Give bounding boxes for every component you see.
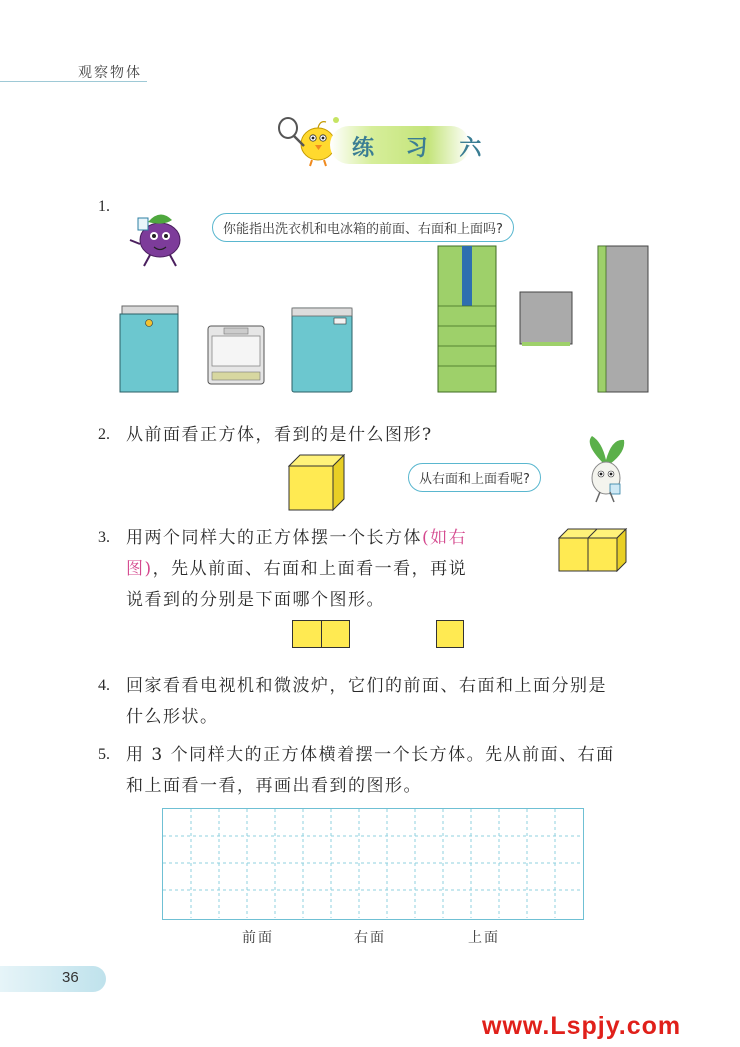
watermark: www.Lspjy.com [482, 1012, 682, 1040]
q4-number: 4. [98, 677, 110, 694]
cube-illustration [288, 454, 346, 512]
washing-machine-2-icon [208, 326, 264, 384]
q3-number: 3. [98, 529, 110, 546]
label-top: 上面 [468, 930, 500, 946]
option-square [436, 620, 464, 648]
page-number: 36 [62, 969, 79, 986]
q3-line3: 说看到的分别是下面哪个图形。 [126, 590, 385, 610]
q2-number: 2. [98, 426, 110, 443]
appliances-illustration [116, 244, 686, 396]
q4-line1: 回家看看电视机和微波炉，它们的前面、右面和上面分别是 [126, 676, 607, 696]
header-rule [0, 81, 147, 82]
option-rectangle-left-half [292, 620, 322, 648]
washing-machine-1-icon [120, 306, 178, 392]
washing-machine-3-icon [292, 308, 352, 392]
q3-line1-pink: (如右 [422, 528, 468, 548]
q3-line1 [126, 523, 467, 554]
q2-text: 从前面看正方体，看到的是什么图形? [126, 425, 433, 445]
option-rectangle-right-half [321, 620, 350, 648]
q3-line1-text: 用两个同样大的正方体摆一个长方体 [126, 528, 422, 548]
q3-line2 [126, 554, 467, 585]
q4-line2: 什么形状。 [126, 707, 219, 727]
q5-line2: 和上面看一看，再画出看到的图形。 [126, 776, 422, 796]
two-cube-prism-illustration [558, 528, 628, 572]
q1-number: 1. [98, 198, 110, 215]
q5-line1: 用 3 个同样大的正方体横着摆一个长方体。先从前面、右面 [126, 745, 615, 765]
refrigerator-side-icon [598, 246, 648, 392]
label-front: 前面 [242, 930, 274, 946]
q5-number: 5. [98, 746, 110, 763]
radish-character-icon [574, 434, 638, 506]
q3-line2-text: ，先从前面、右面和上面看一看，再说 [152, 559, 468, 579]
exercise-title: 练 习 六 [352, 136, 494, 161]
drawing-grid[interactable] [162, 808, 584, 920]
refrigerator-front-icon [438, 246, 496, 392]
q1-speech-bubble: 你能指出洗衣机和电冰箱的前面、右面和上面吗? [212, 213, 514, 242]
label-right: 右面 [354, 930, 386, 946]
q3-line2-pink: 图) [126, 559, 153, 579]
refrigerator-top-icon [520, 292, 572, 346]
q2-speech-bubble: 从右面和上面看呢? [408, 463, 541, 492]
page-number-tab [0, 966, 106, 992]
section-header: 观察物体 [78, 65, 142, 81]
drawing-grid-lines [163, 809, 582, 918]
